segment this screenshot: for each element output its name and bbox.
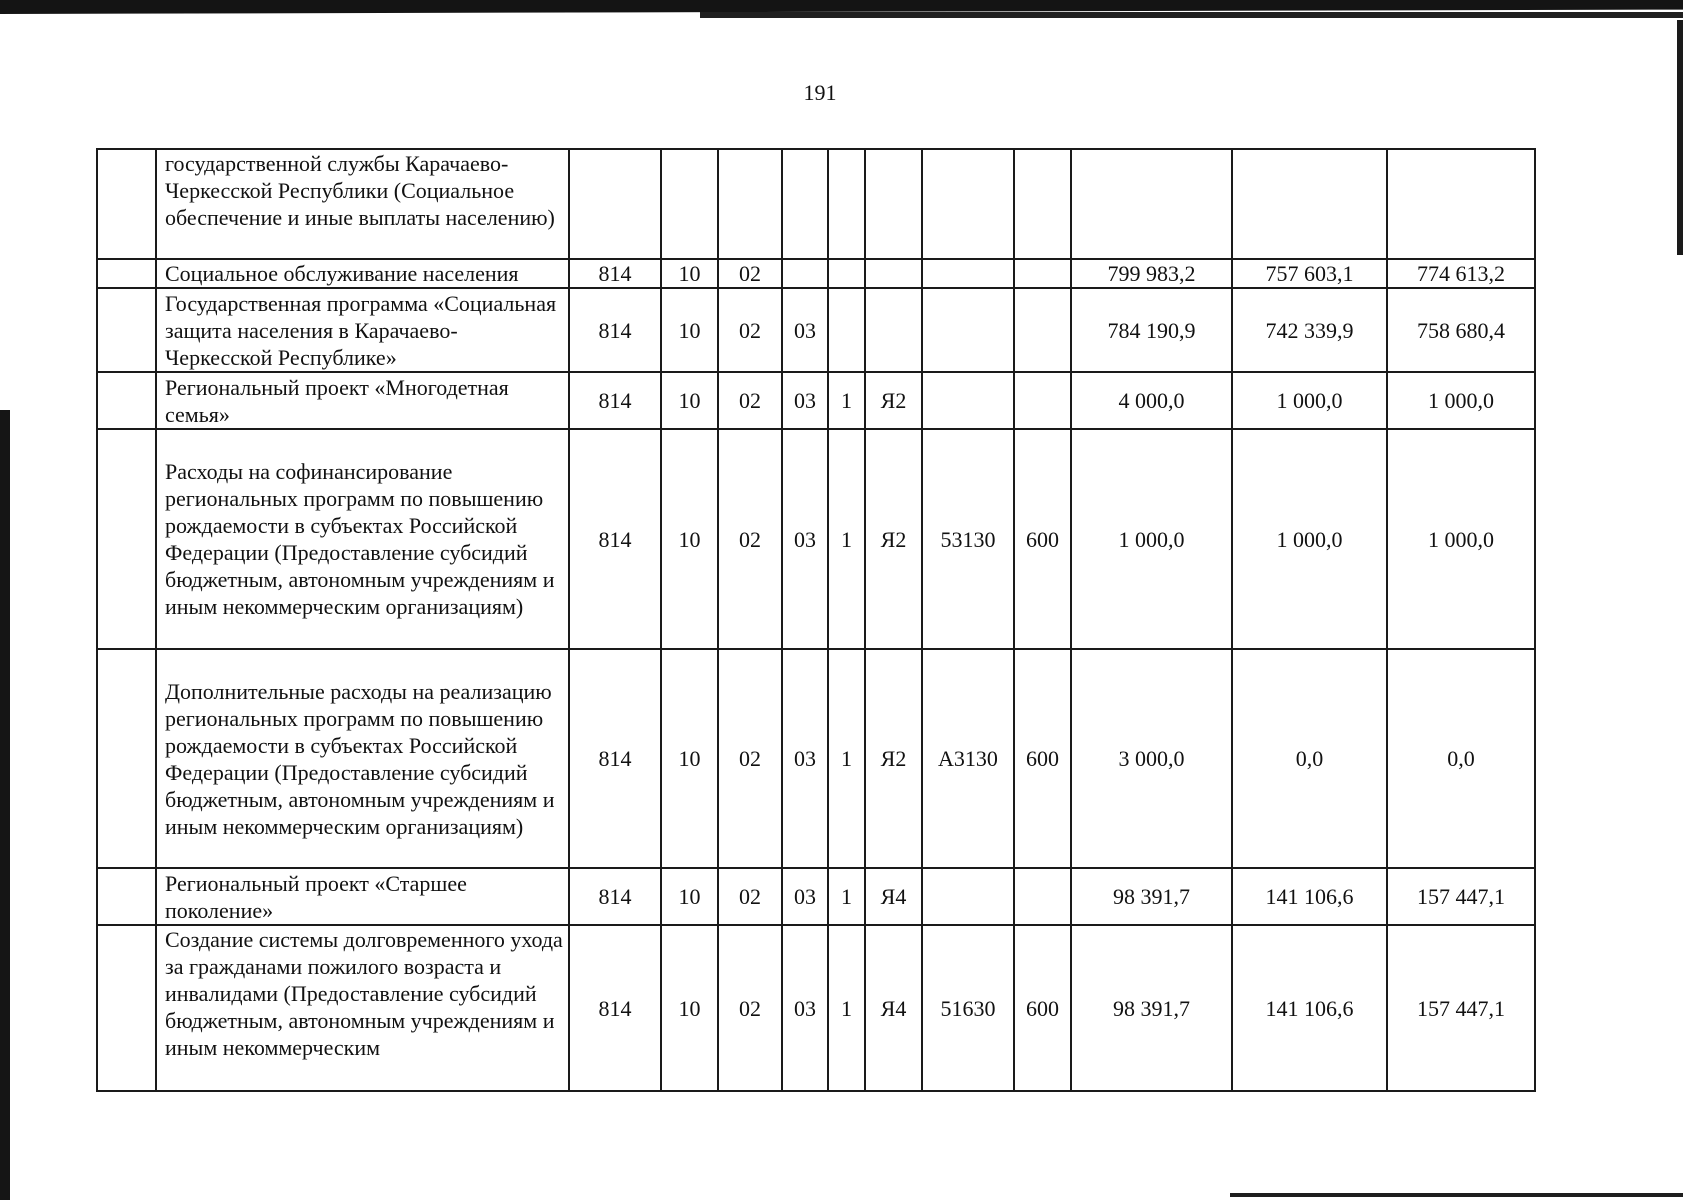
code-pp — [828, 149, 865, 259]
code-dir: А3130 — [922, 649, 1014, 868]
code-vr — [1014, 288, 1071, 372]
row-name: Региональный проект «Многодетная семья» — [156, 372, 569, 429]
code-pp: 1 — [828, 649, 865, 868]
code-pp — [828, 288, 865, 372]
code-gp — [782, 259, 828, 288]
code-pp: 1 — [828, 429, 865, 649]
amount-year-2: 1 000,0 — [1232, 372, 1387, 429]
code-pr: 02 — [718, 288, 782, 372]
amount-year-3: 774 613,2 — [1387, 259, 1535, 288]
code-pr: 02 — [718, 429, 782, 649]
code-pr: 02 — [718, 259, 782, 288]
row-index-cell — [97, 649, 156, 868]
amount-year-1: 799 983,2 — [1071, 259, 1232, 288]
code-gp: 03 — [782, 925, 828, 1091]
amount-year-1: 98 391,7 — [1071, 868, 1232, 925]
code-dir — [922, 288, 1014, 372]
code-vr: 600 — [1014, 649, 1071, 868]
scan-border-top-strip — [700, 12, 1683, 18]
scan-border-left — [0, 410, 10, 1200]
code-proj: Я2 — [865, 372, 922, 429]
table-row — [97, 259, 1535, 288]
page-number: 191 — [803, 80, 837, 105]
code-vr: 600 — [1014, 429, 1071, 649]
amount-year-3 — [1387, 149, 1535, 259]
row-index-cell — [97, 429, 156, 649]
row-name: Социальное обслуживание населения — [156, 259, 569, 288]
code-vr — [1014, 149, 1071, 259]
code-rz: 10 — [661, 259, 718, 288]
code-dir: 51630 — [922, 925, 1014, 1091]
code-vr — [1014, 372, 1071, 429]
code-proj — [865, 149, 922, 259]
code-pp: 1 — [828, 925, 865, 1091]
code-dir — [922, 372, 1014, 429]
table-row — [97, 149, 1535, 259]
code-dir — [922, 259, 1014, 288]
code-rz: 10 — [661, 868, 718, 925]
amount-year-1: 784 190,9 — [1071, 288, 1232, 372]
amount-year-2: 757 603,1 — [1232, 259, 1387, 288]
code-ved — [569, 149, 661, 259]
code-rz: 10 — [661, 925, 718, 1091]
code-rz: 10 — [661, 288, 718, 372]
code-ved: 814 — [569, 259, 661, 288]
code-gp — [782, 149, 828, 259]
amount-year-3: 758 680,4 — [1387, 288, 1535, 372]
budget-table — [96, 148, 1536, 1092]
table-row — [97, 288, 1535, 372]
code-pr — [718, 149, 782, 259]
row-name: государственной службы Карачаево-Черкесской Республики (Социальное обеспечение и иные выплаты населению) — [156, 149, 569, 259]
code-pr: 02 — [718, 372, 782, 429]
amount-year-2 — [1232, 149, 1387, 259]
code-gp: 03 — [782, 429, 828, 649]
code-rz: 10 — [661, 372, 718, 429]
code-pr: 02 — [718, 868, 782, 925]
amount-year-2: 0,0 — [1232, 649, 1387, 868]
code-vr: 600 — [1014, 925, 1071, 1091]
code-proj — [865, 259, 922, 288]
amount-year-2: 141 106,6 — [1232, 925, 1387, 1091]
code-pp — [828, 259, 865, 288]
code-pr: 02 — [718, 925, 782, 1091]
code-vr — [1014, 868, 1071, 925]
code-ved: 814 — [569, 372, 661, 429]
code-proj: Я4 — [865, 868, 922, 925]
code-vr — [1014, 259, 1071, 288]
amount-year-1: 3 000,0 — [1071, 649, 1232, 868]
row-name: Региональный проект «Старшее поколение» — [156, 868, 569, 925]
code-dir — [922, 149, 1014, 259]
row-name: Создание системы долговременного ухода за гражданами пожилого возраста и инвалидами (Предоставление субсидий бюджетным, автономным учреждениям и иным некоммерческим — [156, 925, 569, 1091]
row-index-cell — [97, 925, 156, 1091]
amount-year-1: 4 000,0 — [1071, 372, 1232, 429]
code-ved: 814 — [569, 925, 661, 1091]
code-rz: 10 — [661, 649, 718, 868]
amount-year-2: 742 339,9 — [1232, 288, 1387, 372]
row-index-cell — [97, 259, 156, 288]
code-ved: 814 — [569, 429, 661, 649]
row-name: Дополнительные расходы на реализацию региональных программ по повышению рождаемости в субъектах Российской Федерации (Предоставление субсидий бюджетным, автономным учреждениям и иным некоммерческим организациям) — [156, 649, 569, 868]
code-ved: 814 — [569, 868, 661, 925]
amount-year-2: 141 106,6 — [1232, 868, 1387, 925]
code-ved: 814 — [569, 288, 661, 372]
row-index-cell — [97, 288, 156, 372]
code-rz — [661, 149, 718, 259]
amount-year-2: 1 000,0 — [1232, 429, 1387, 649]
row-name: Государственная программа «Социальная защита населения в Карачаево-Черкесской Республике» — [156, 288, 569, 372]
code-proj: Я4 — [865, 925, 922, 1091]
amount-year-1 — [1071, 149, 1232, 259]
row-index-cell — [97, 868, 156, 925]
table-row — [97, 868, 1535, 925]
row-index-cell — [97, 149, 156, 259]
code-gp: 03 — [782, 372, 828, 429]
table-row — [97, 429, 1535, 649]
table-row — [97, 925, 1535, 1091]
code-proj: Я2 — [865, 649, 922, 868]
scan-border-right — [1677, 20, 1683, 255]
code-rz: 10 — [661, 429, 718, 649]
code-pp: 1 — [828, 372, 865, 429]
code-proj: Я2 — [865, 429, 922, 649]
scan-border-bottom — [1230, 1193, 1683, 1197]
code-pp: 1 — [828, 868, 865, 925]
code-dir — [922, 868, 1014, 925]
code-pr: 02 — [718, 649, 782, 868]
code-dir: 53130 — [922, 429, 1014, 649]
code-proj — [865, 288, 922, 372]
amount-year-3: 157 447,1 — [1387, 868, 1535, 925]
amount-year-1: 98 391,7 — [1071, 925, 1232, 1091]
code-gp: 03 — [782, 649, 828, 868]
table-row — [97, 372, 1535, 429]
code-gp: 03 — [782, 288, 828, 372]
amount-year-3: 1 000,0 — [1387, 429, 1535, 649]
amount-year-3: 0,0 — [1387, 649, 1535, 868]
row-index-cell — [97, 372, 156, 429]
table-row — [97, 649, 1535, 868]
code-gp: 03 — [782, 868, 828, 925]
amount-year-3: 1 000,0 — [1387, 372, 1535, 429]
code-ved: 814 — [569, 649, 661, 868]
row-name: Расходы на софинансирование региональных программ по повышению рождаемости в субъектах Российской Федерации (Предоставление субсидий бюджетным, автономным учреждениям и иным некоммерческим организациям) — [156, 429, 569, 649]
amount-year-1: 1 000,0 — [1071, 429, 1232, 649]
amount-year-3: 157 447,1 — [1387, 925, 1535, 1091]
